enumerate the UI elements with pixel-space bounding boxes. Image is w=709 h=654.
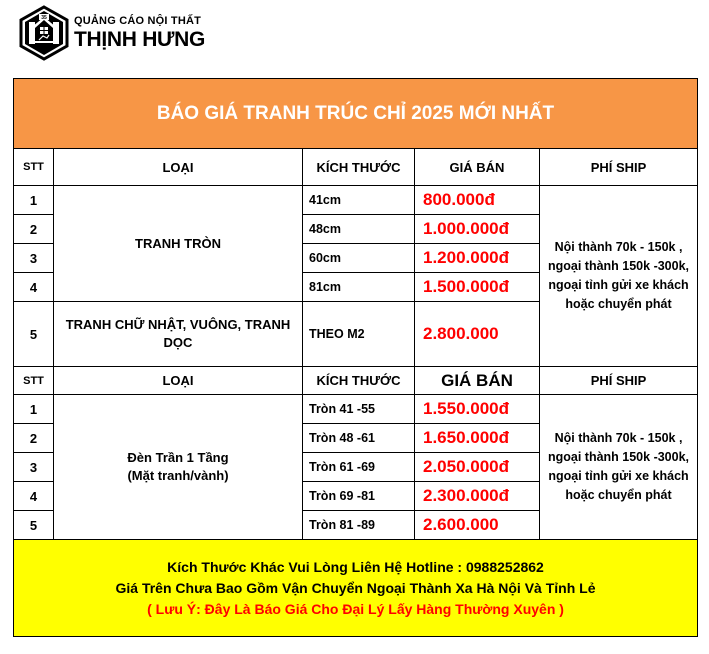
header-gia-ban: GIÁ BÁN [415, 149, 540, 186]
shipping-info: Nội thành 70k - 150k , ngoại thành 150k -300k, ngoại tỉnh gửi xe khách hoặc chuyển phát [540, 395, 698, 540]
row-stt: 2 [14, 424, 54, 453]
brand-logo [18, 5, 205, 61]
row-stt: 5 [14, 302, 54, 367]
row-size: Tròn 41 -55 [303, 395, 415, 424]
footer-notes [14, 540, 698, 637]
header-phi-ship: PHÍ SHIP [540, 367, 698, 395]
row-size: Tròn 48 -61 [303, 424, 415, 453]
category-tranh-chu-nhat: TRANH CHỮ NHẬT, VUÔNG, TRANH DỌC [54, 302, 303, 367]
hotline-note: Kích Thước Khác Vui Lòng Liên Hệ Hotline : 0988252862 [167, 558, 544, 575]
table-header-row [14, 149, 698, 186]
row-size: Tròn 69 -81 [303, 482, 415, 511]
row-price: 2.050.000đ [415, 453, 540, 482]
row-size: 41cm [303, 186, 415, 215]
header-gia-ban: GIÁ BÁN [415, 367, 540, 395]
price-table [13, 78, 698, 637]
header-stt: STT [14, 367, 54, 395]
header-kich-thuoc: KÍCH THƯỚC [303, 149, 415, 186]
table-row [14, 186, 698, 215]
table-header-row [14, 367, 698, 395]
header-kich-thuoc: KÍCH THƯỚC [303, 367, 415, 395]
header-loai: LOẠI [54, 149, 303, 186]
dealer-note: ( Lưu Ý: Đây Là Báo Giá Cho Đại Lý Lấy Hàng Thường Xuyên ) [147, 600, 564, 617]
row-price: 2.600.000 [415, 511, 540, 540]
row-stt: 4 [14, 482, 54, 511]
row-price: 1.200.000đ [415, 244, 540, 273]
row-stt: 3 [14, 453, 54, 482]
row-stt: 1 [14, 186, 54, 215]
row-size: THEO M2 [303, 302, 415, 367]
row-price: 1.500.000đ [415, 273, 540, 302]
header-loai: LOẠI [54, 367, 303, 395]
row-size: 48cm [303, 215, 415, 244]
row-size: 81cm [303, 273, 415, 302]
svg-text:35: 35 [41, 15, 47, 21]
category-den-tran [54, 395, 303, 540]
shipping-note: Giá Trên Chưa Bao Gồm Vận Chuyển Ngoại Thành Xa Hà Nội Và Tỉnh Lẻ [115, 579, 596, 596]
category-den-tran-line1: Đèn Trần 1 Tầng [127, 450, 229, 465]
row-price: 2.800.000 [415, 302, 540, 367]
row-price: 1.000.000đ [415, 215, 540, 244]
row-stt: 5 [14, 511, 54, 540]
category-den-tran-line2: (Mặt tranh/vành) [127, 468, 229, 483]
row-price: 1.650.000đ [415, 424, 540, 453]
row-stt: 2 [14, 215, 54, 244]
row-price: 2.300.000đ [415, 482, 540, 511]
table-row [14, 395, 698, 424]
logo-brand-name: THỊNH HƯNG [74, 28, 206, 51]
header-stt: STT [14, 149, 54, 186]
row-stt: 3 [14, 244, 54, 273]
row-size: Tròn 81 -89 [303, 511, 415, 540]
row-size: 60cm [303, 244, 415, 273]
header-phi-ship: PHÍ SHIP [540, 149, 698, 186]
shipping-info: Nội thành 70k - 150k , ngoại thành 150k -300k, ngoại tỉnh gửi xe khách hoặc chuyển phát [540, 186, 698, 367]
row-price: 1.550.000đ [415, 395, 540, 424]
row-stt: 4 [14, 273, 54, 302]
logo-subtitle: QUẢNG CÁO NỘI THẤT [74, 15, 202, 27]
row-size: Tròn 61 -69 [303, 453, 415, 482]
house-hexagon-logo-icon [18, 5, 70, 61]
row-stt: 1 [14, 395, 54, 424]
price-table-title: BÁO GIÁ TRANH TRÚC CHỈ 2025 MỚI NHẤT [14, 79, 698, 149]
row-price: 800.000đ [415, 186, 540, 215]
category-tranh-tron: TRANH TRÒN [54, 186, 303, 302]
